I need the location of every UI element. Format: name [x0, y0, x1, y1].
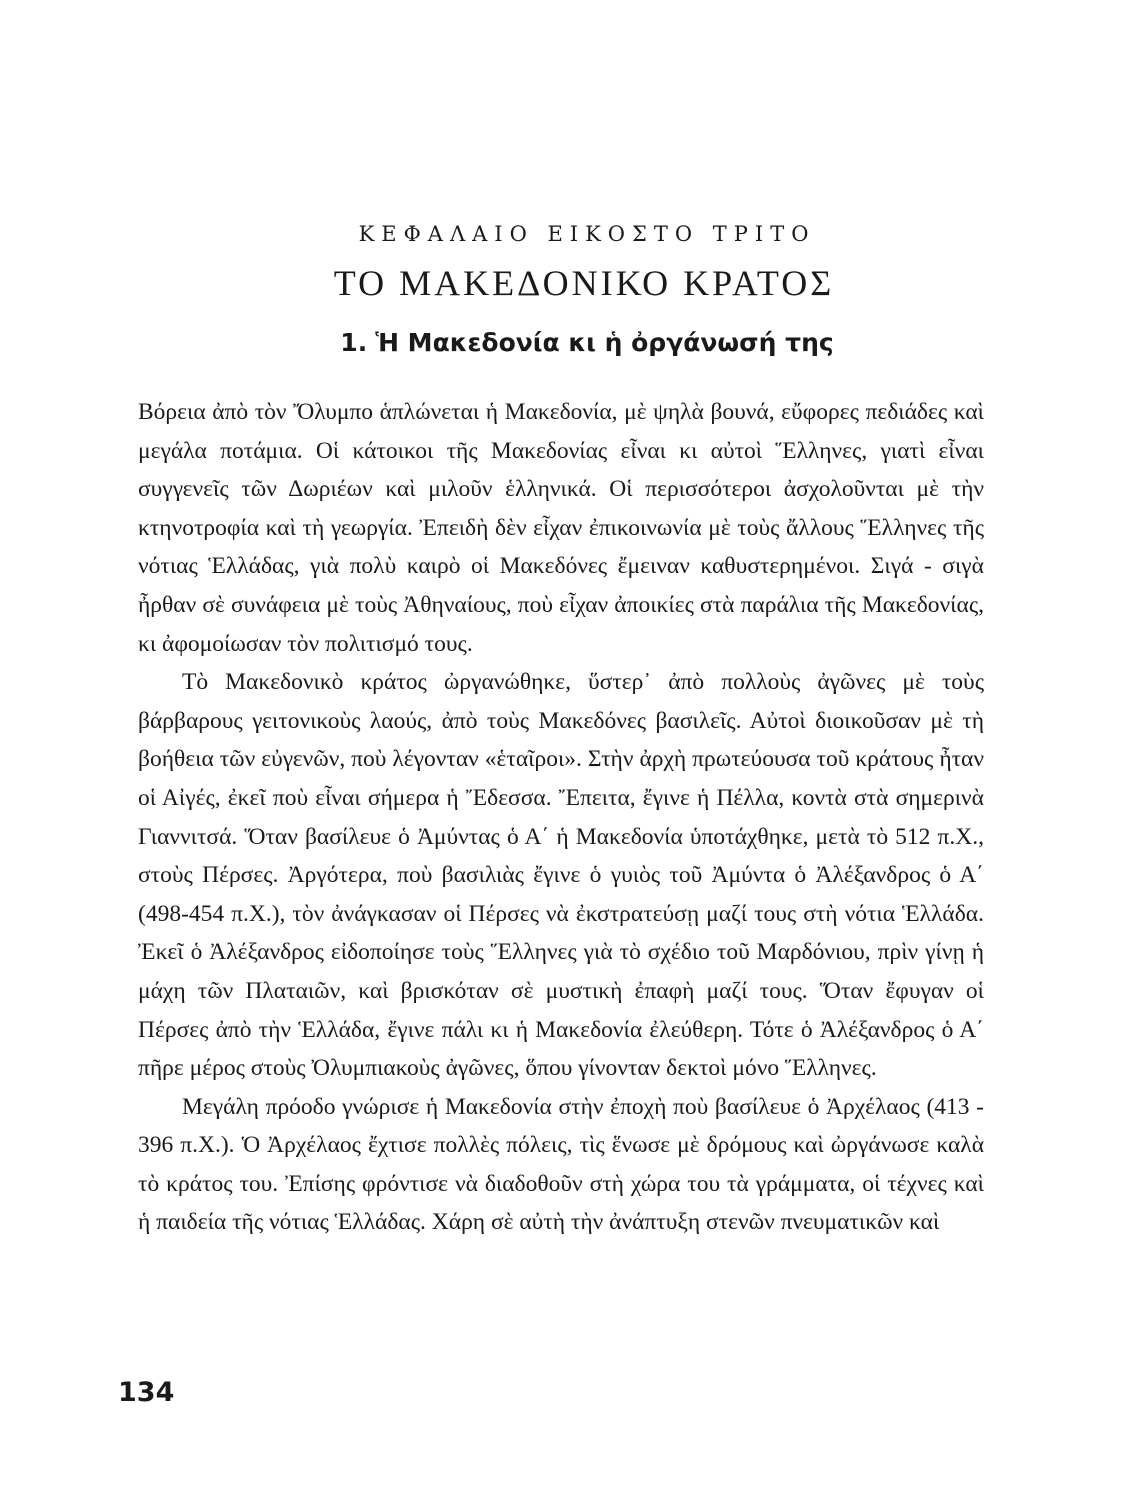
chapter-title: ΤΟ ΜΑΚΕΔΟΝΙΚΟ ΚΡΑΤΟΣ — [333, 263, 835, 303]
chapter-label: ΚΕΦΑΛΑΙΟ ΕΙΚΟΣΤΟ ΤΡΙΤΟ — [358, 222, 816, 246]
paragraph-1: Βόρεια ἀπὸ τὸν Ὄλυμπο ἁπλώνεται ἡ Μακεδονία, μὲ ψηλὰ βουνά, εὔφορες πεδιάδες καὶ μεγάλα ποτάμια. Οἱ κάτοικοι τῆς Μακεδονίας εἶναι κι αὐτοὶ Ἕλληνες, γιατὶ εἶναι συγγενεῖς τῶν Δωριέων καὶ μιλοῦν ἑλληνικά. Οἱ περισσότεροι ἀσχολοῦνται μὲ τὴν κτηνοτροφία καὶ τὴ γεωργία. Ἐπειδὴ δὲν εἶχαν ἐπικοινωνία μὲ τοὺς ἄλλους Ἕλληνες τῆς νότιας Ἑλλάδας, γιὰ πολὺ καιρὸ οἱ Μακεδόνες ἔμειναν καθυστερημένοι. Σιγά - σιγὰ ἦρθαν σὲ συνάφεια μὲ τοὺς Ἀθηναίους, ποὺ εἶχαν ἀποικίες στὰ παράλια τῆς Μακεδονίας, κι ἀφομοίωσαν τὸν πολιτισμό τους. — [138, 399, 984, 657]
section-number: 1. — [340, 328, 368, 357]
paragraph-2: Τὸ Μακεδονικὸ κράτος ὠργανώθηκε, ὕστερ᾽ ἀπὸ πολλοὺς ἀγῶνες μὲ τοὺς βάρβαρους γειτονικοὺς λαούς, ἀπὸ τοὺς Μακεδόνες βασιλεῖς. Αὐτοὶ διοικοῦσαν μὲ τὴ βοήθεια τῶν εὐγενῶν, ποὺ λέγονταν «ἑταῖροι». Στὴν ἀρχὴ πρωτεύουσα τοῦ κράτους ἦταν οἱ Αἰγές, ἐκεῖ ποὺ εἶναι σήμερα ἡ Ἔδεσσα. Ἔπειτα, ἔγινε ἡ Πέλλα, κοντὰ στὰ σημερινὰ Γιαννιτσά. Ὅταν βασίλευε ὁ Ἀμύντας ὁ Α΄ ἡ Μακεδονία ὑποτάχθηκε, μετὰ τὸ 512 π.Χ., στοὺς Πέρσες. Ἀργότερα, ποὺ βασιλιὰς ἔγινε ὁ γυιὸς τοῦ Ἀμύντα ὁ Ἀλέξανδρος ὁ Α΄ (498-454 π.Χ.), τὸν ἀνάγκασαν οἱ Πέρσες νὰ ἐκστρατεύσῃ μαζί τους στὴ νότια Ἑλλάδα. Ἐκεῖ ὁ Ἀλέξανδρος εἰδοποίησε τοὺς Ἕλληνες γιὰ τὸ σχέδιο τοῦ Μαρδόνιου, πρὶν γίνῃ ἡ μάχη τῶν Πλαταιῶν, καὶ βρισκόταν σὲ μυστικὴ ἐπαφὴ μαζί τους. Ὅταν ἔφυγαν οἱ Πέρσες ἀπὸ τὴν Ἑλλάδα, ἔγινε πάλι κι ἡ Μακεδονία ἐλεύθερη. Τότε ὁ Ἀλέξανδρος ὁ Α΄ πῆρε μέρος στοὺς Ὀλυμπιακοὺς ἀγῶνες, ὅπου γίνονταν δεκτοὶ μόνο Ἕλληνες. — [138, 669, 984, 1082]
paragraph-3: Μεγάλη πρόοδο γνώρισε ἡ Μακεδονία στὴν ἐποχὴ ποὺ βασίλευε ὁ Ἀρχέλαος (413 - 396 π.Χ.). Ὁ Ἀρχέλαος ἔχτισε πολλὲς πόλεις, τὶς ἕνωσε μὲ δρόμους καὶ ὠργάνωσε καλὰ τὸ κράτος του. Ἐπίσης φρόντισε νὰ διαδοθοῦν στὴ χώρα του τὰ γράμματα, οἱ τέχνες καὶ ἡ παιδεία τῆς νότιας Ἑλλάδας. Χάρη σὲ αὐτὴ τὴν ἀνάπτυξη στενῶν πνευματικῶν καὶ — [138, 1093, 984, 1236]
section-title: Ἡ Μακεδονία κι ἡ ὀργάνωσή της — [375, 328, 834, 357]
page-number: 134 — [118, 1377, 175, 1408]
section-heading — [0, 328, 1144, 357]
body-text — [138, 393, 984, 1242]
